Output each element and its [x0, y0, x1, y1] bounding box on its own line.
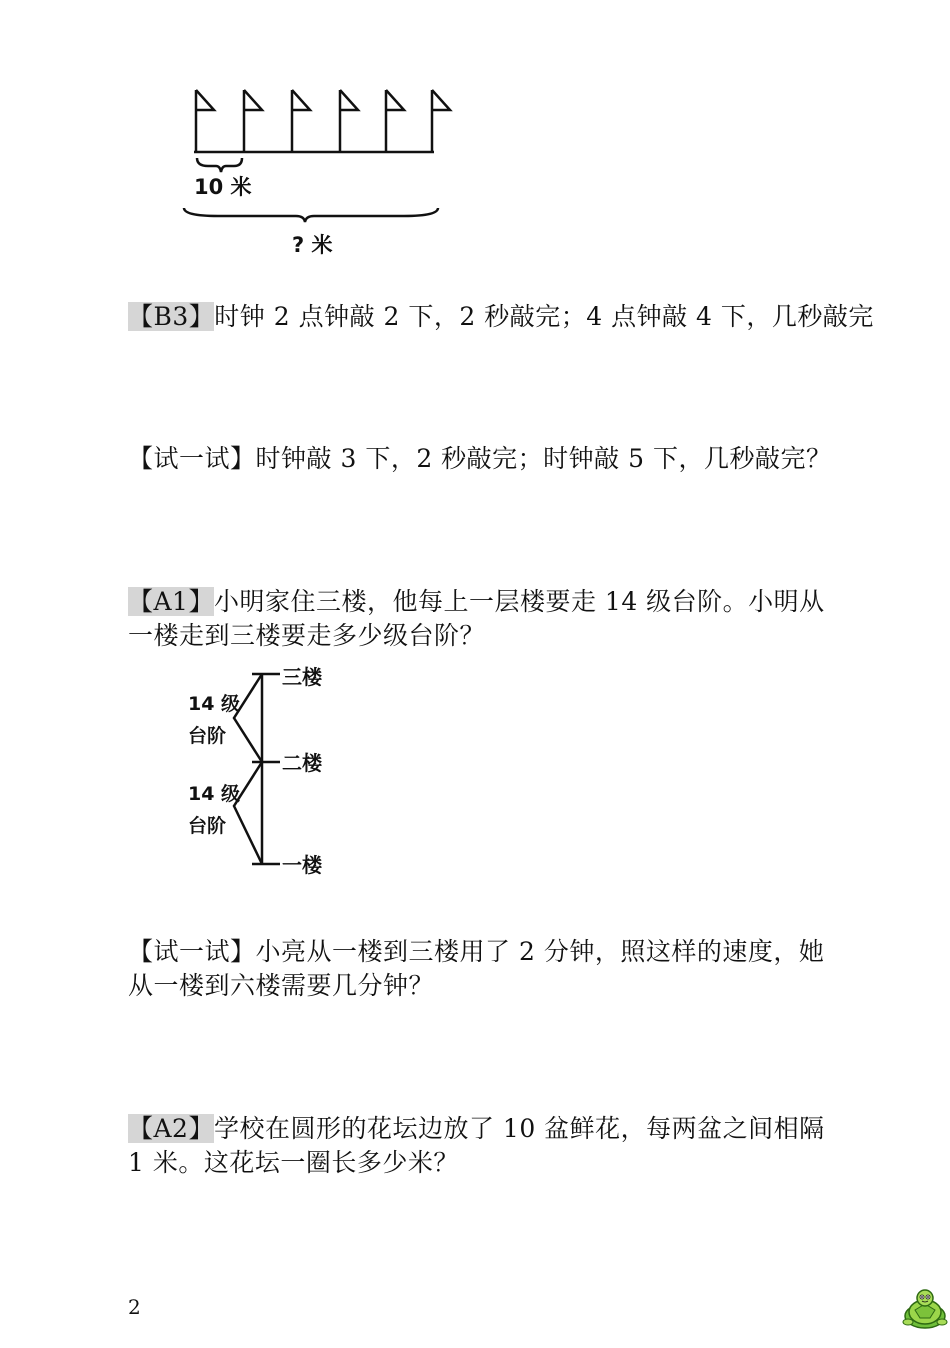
- problem-tag: 【A2】: [128, 1114, 214, 1143]
- flag-6: [432, 90, 450, 110]
- small-brace: [197, 158, 242, 172]
- upper-bracket: [234, 674, 262, 762]
- problem-text: 小亮从一楼到三楼用了 2 分钟，照这样的速度，她: [255, 937, 825, 966]
- try-it-2: [128, 935, 824, 969]
- turtle-mascot-icon: [900, 1284, 950, 1334]
- stairs-diagram: [180, 660, 340, 880]
- problem-text: 时钟敲 3 下，2 秒敲完；时钟敲 5 下，几秒敲完？: [255, 444, 832, 473]
- step-count-lower: 14 级: [188, 783, 241, 805]
- floor-label-2: 二楼: [282, 751, 322, 775]
- try-it-1: [128, 442, 831, 476]
- step-count-upper: 14 级: [188, 693, 241, 715]
- problem-tag: 【试一试】: [128, 444, 256, 473]
- flag-4: [340, 90, 358, 110]
- try-it-2-line2: 从一楼到六楼需要几分钟？: [128, 971, 435, 1000]
- flag-3: [292, 90, 310, 110]
- flag-5: [386, 90, 404, 110]
- problem-a1: [128, 585, 825, 619]
- problem-text: 时钟 2 点钟敲 2 下，2 秒敲完；4 点钟敲 4 下，几秒敲完: [214, 302, 874, 331]
- problem-text: 小明家住三楼，他每上一层楼要走 14 级台阶。小明从: [213, 587, 825, 616]
- problem-a2-line2: 1 米。这花坛一圈长多少米？: [128, 1148, 459, 1177]
- problem-tag: 【试一试】: [128, 937, 256, 966]
- floor-label-3: 三楼: [282, 665, 322, 689]
- problem-text: 学校在圆形的花坛边放了 10 盆鲜花，每两盆之间相隔: [213, 1114, 825, 1143]
- step-unit-lower: 台阶: [188, 815, 227, 837]
- problem-b3: [128, 300, 874, 334]
- flag-1: [196, 90, 214, 110]
- problem-a1-line2: 一楼走到三楼要走多少级台阶？: [128, 621, 486, 650]
- page-number: 2: [128, 1295, 141, 1319]
- large-brace: [184, 208, 438, 222]
- flags-diagram: [178, 80, 458, 265]
- segment-label: 10 米: [194, 175, 252, 199]
- problem-tag: 【B3】: [128, 302, 215, 331]
- problem-tag: 【A1】: [128, 587, 214, 616]
- step-unit-upper: 台阶: [188, 725, 227, 747]
- floor-label-1: 一楼: [282, 853, 322, 877]
- flag-2: [244, 90, 262, 110]
- total-label: ? 米: [292, 233, 333, 257]
- lower-bracket: [234, 762, 262, 864]
- problem-a2: [128, 1112, 825, 1146]
